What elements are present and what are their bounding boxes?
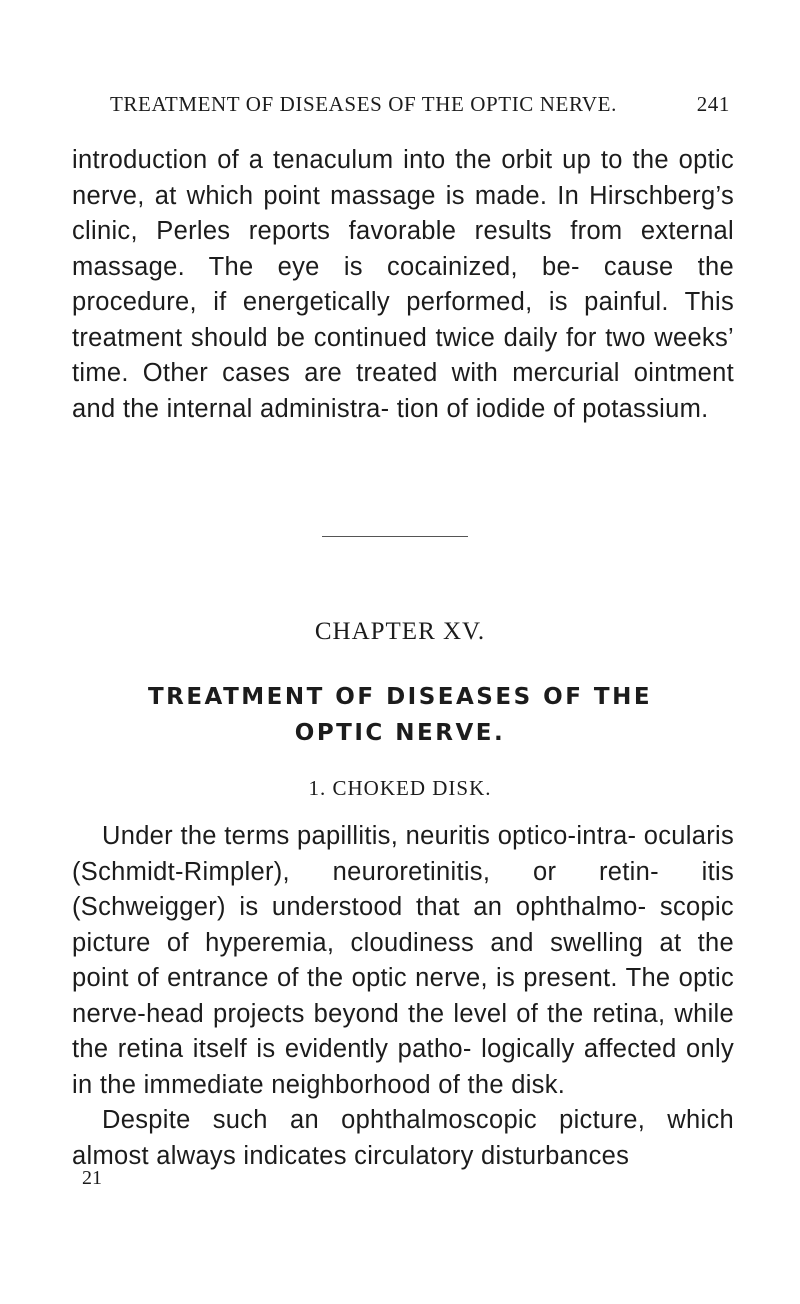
body-paragraph-2: Despite such an ophthalmoscopic picture, which almost always indicates circulatory disturbances [72,1106,734,1170]
chapter-title-line-2: OPTIC NERVE. [294,720,506,746]
section-heading: 1. CHOKED DISK. [308,776,492,800]
chapter-label: CHAPTER XV. [314,618,486,645]
signature-mark: 21 [82,1167,102,1189]
body-text-block [72,819,734,1174]
section-divider-rule [322,536,468,537]
running-head [110,92,730,117]
body-paragraph-1: Under the terms papillitis, neuritis optico-intra- ocularis (Schmidt-Rimpler), neuroretinitis, or retin- itis (Schweigger) is understood that an ophthalmo- scopic picture of hyperemia, cloudiness and swelling at the point of entrance of the optic nerve, is present. The optic nerve-head projects beyond the level of the retina, while the retina itself is evidently patho- logically affected only in the immediate neighborhood of the disk. [72,822,734,1099]
page-number: 241 [696,92,730,116]
chapter-title-line-1: TREATMENT OF DISEASES OF THE [147,684,653,710]
continued-paragraph: introduction of a tenaculum into the orbit up to the optic nerve, at which point massage is made. In Hirschberg’s clinic, Perles reports favorable results from external massage. The eye is cocainized, be- cause the procedure, if energetically performed, is painful. This treatment should be continued twice daily for two weeks’ time. Other cases are treated with mercurial ointment and the internal administra- tion of iodide of potassium. [72,146,734,423]
running-title: TREATMENT OF DISEASES OF THE OPTIC NERVE. [110,92,617,116]
continued-paragraph-block [72,143,734,427]
chapter-title [0,679,800,751]
